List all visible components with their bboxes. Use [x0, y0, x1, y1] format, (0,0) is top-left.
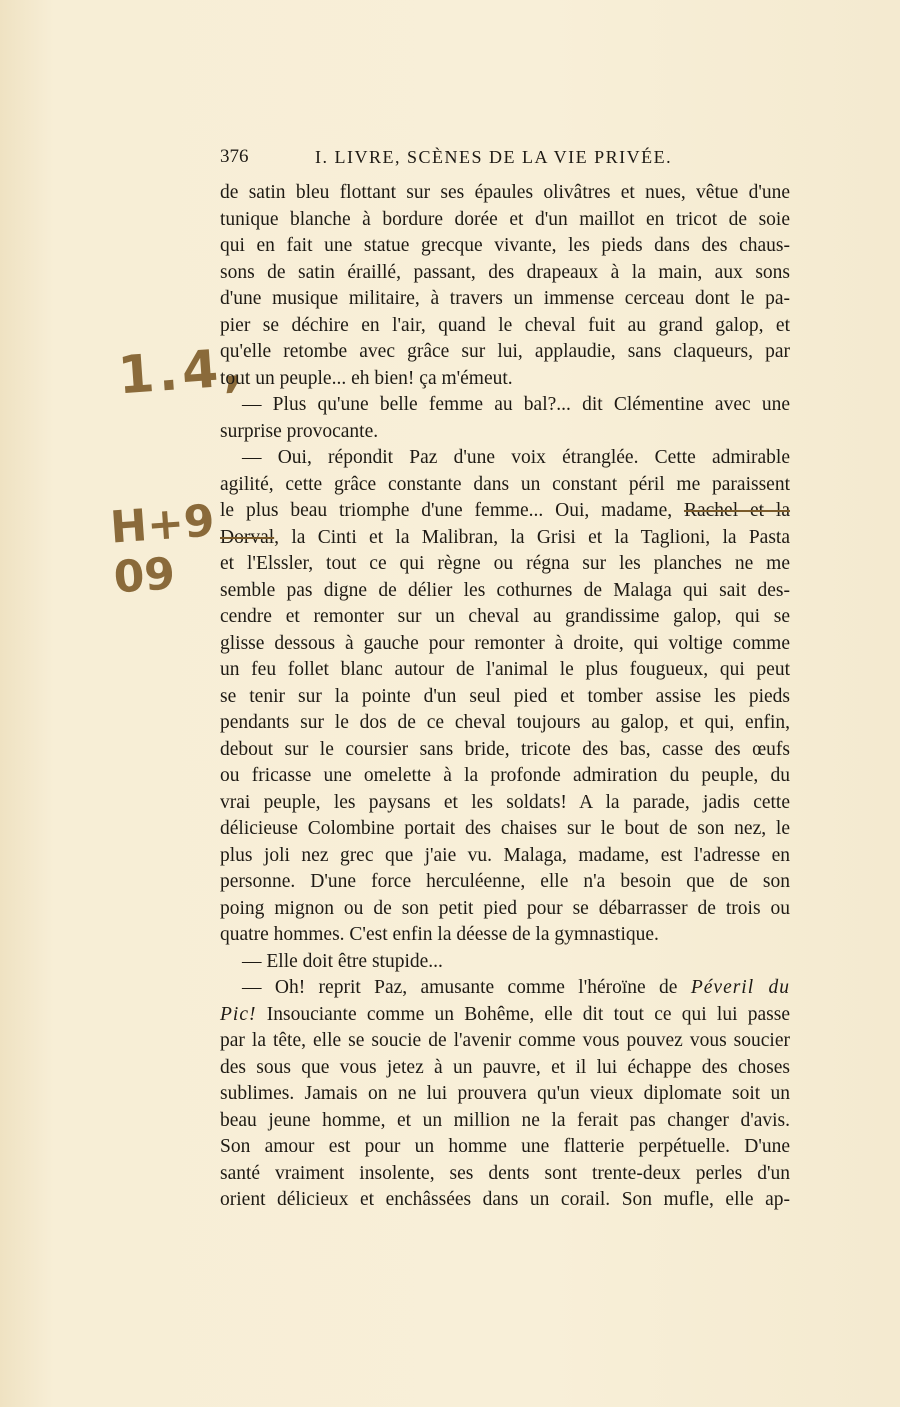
page-header	[220, 146, 790, 174]
margin-annotation-1: 1.4,	[116, 337, 248, 407]
text-line	[220, 498, 790, 525]
text-line: semble pas digne de délier les cothurnes de Malaga qui sait des-	[220, 579, 790, 601]
text-line: beau jeune homme, et un million ne la ferait pas changer d'avis.	[220, 1109, 790, 1131]
italic-title: Pic!	[220, 1003, 257, 1025]
margin-annotation-2-top: H+9	[108, 495, 217, 554]
text-line: un feu follet blanc autour de l'animal le plus fougueux, qui peut	[220, 659, 790, 680]
text-line: et l'Elssler, tout ce qui règne ou régna sur les planches ne me	[220, 553, 790, 574]
text-line: pendants sur le dos de ce cheval toujours au galop, et qui, enfin,	[220, 712, 790, 733]
text-line	[220, 1002, 790, 1029]
page-number: 376	[220, 146, 249, 167]
struck-text: Rachel et la	[683, 500, 791, 521]
text-line: personne. D'une force herculéenne, elle n'a besoin que de son	[220, 871, 790, 892]
text-line: santé vraiment insolente, ses dents sont trente-deux perles d'un	[220, 1162, 790, 1184]
text-line: glisse dessous à gauche pour remonter à droite, qui voltige comme	[220, 632, 790, 654]
body-text	[220, 180, 790, 1214]
text-line: sublimes. Jamais on ne lui prouvera qu'un vieux diplomate soit un	[220, 1083, 790, 1104]
text-line: ou fricasse une omelette à la profonde admiration du peuple, du	[220, 765, 790, 786]
text-line: par la tête, elle se soucie de l'avenir comme vous pouvez vous soucier	[220, 1030, 790, 1051]
text-line: plus joli nez grec que j'aie vu. Malaga, madame, est l'adresse en	[220, 844, 790, 866]
italic-title: Péveril du	[690, 977, 791, 998]
text-segment: , la Cinti et la Malibran, la Grisi et la Taglioni, la Pasta	[274, 526, 790, 548]
text-line	[220, 525, 790, 552]
text-segment: le plus beau triomphe d'une femme... Oui, madame,	[220, 500, 673, 521]
text-line: tout un peuple... eh bien! ça m'émeut.	[220, 367, 513, 389]
text-line: — Oui, répondit Paz d'une voix étranglée. Cette admirable	[242, 447, 790, 468]
text-line: pier se déchire en l'air, quand le cheval fuit au grand galop, et	[220, 314, 790, 336]
text-segment: — Oh! reprit Paz, amusante comme l'héroïne de	[242, 977, 678, 998]
text-line: d'une musique militaire, à travers un immense cerceau dont le pa-	[220, 288, 790, 309]
text-line: qui en fait une statue grecque vivante, les pieds dans des chaus-	[220, 235, 790, 256]
text-line: Son amour est pour un homme une flatterie perpétuelle. D'une	[220, 1136, 790, 1157]
text-line: de satin bleu flottant sur ses épaules olivâtres et nues, vêtue d'une	[220, 182, 790, 203]
text-line: poing mignon ou de son petit pied pour se débarrasser de trois ou	[220, 897, 790, 919]
text-line: se tenir sur la pointe d'un seul pied et tomber assise les pieds	[220, 685, 790, 707]
text-line: qu'elle retombe avec grâce sur lui, applaudie, sans claqueurs, par	[220, 341, 790, 362]
margin-annotation-2	[109, 496, 220, 603]
text-line: — Elle doit être stupide...	[242, 950, 443, 972]
text-segment: Insouciante comme un Bohême, elle dit tout ce qui lui passe	[256, 1003, 790, 1025]
text-line: — Plus qu'une belle femme au bal?... dit Clémentine avec une	[242, 394, 790, 415]
text-line: cendre et remonter sur un cheval au grandissime galop, qui se	[220, 606, 790, 627]
text-line: surprise provocante.	[220, 420, 379, 442]
text-line: sons de satin éraillé, passant, des drapeaux à la main, aux sons	[220, 261, 790, 283]
margin-annotation-2-bottom: 09	[112, 548, 177, 604]
text-line: agilité, cette grâce constante dans un constant péril me paraissent	[220, 473, 790, 495]
text-line: délicieuse Colombine portait des chaises sur le bout de son nez, le	[220, 818, 790, 839]
text-line: tunique blanche à bordure dorée et d'un maillot en tricot de soie	[220, 208, 790, 230]
text-line: orient délicieux et enchâssées dans un corail. Son mufle, elle ap-	[220, 1189, 790, 1210]
text-line: debout sur le coursier sans bride, tricote des bas, casse des œufs	[220, 738, 790, 760]
text-line: des sous que vous jetez à un pauvre, et il lui échappe des choses	[220, 1056, 790, 1078]
text-line: quatre hommes. C'est enfin la déesse de la gymnastique.	[220, 924, 659, 945]
text-line	[220, 975, 790, 1002]
text-line: vrai peuple, les paysans et les soldats! A la parade, jadis cette	[220, 791, 790, 813]
running-title: I. LIVRE, SCÈNES DE LA VIE PRIVÉE.	[315, 147, 673, 167]
struck-text: Dorval	[220, 526, 275, 548]
